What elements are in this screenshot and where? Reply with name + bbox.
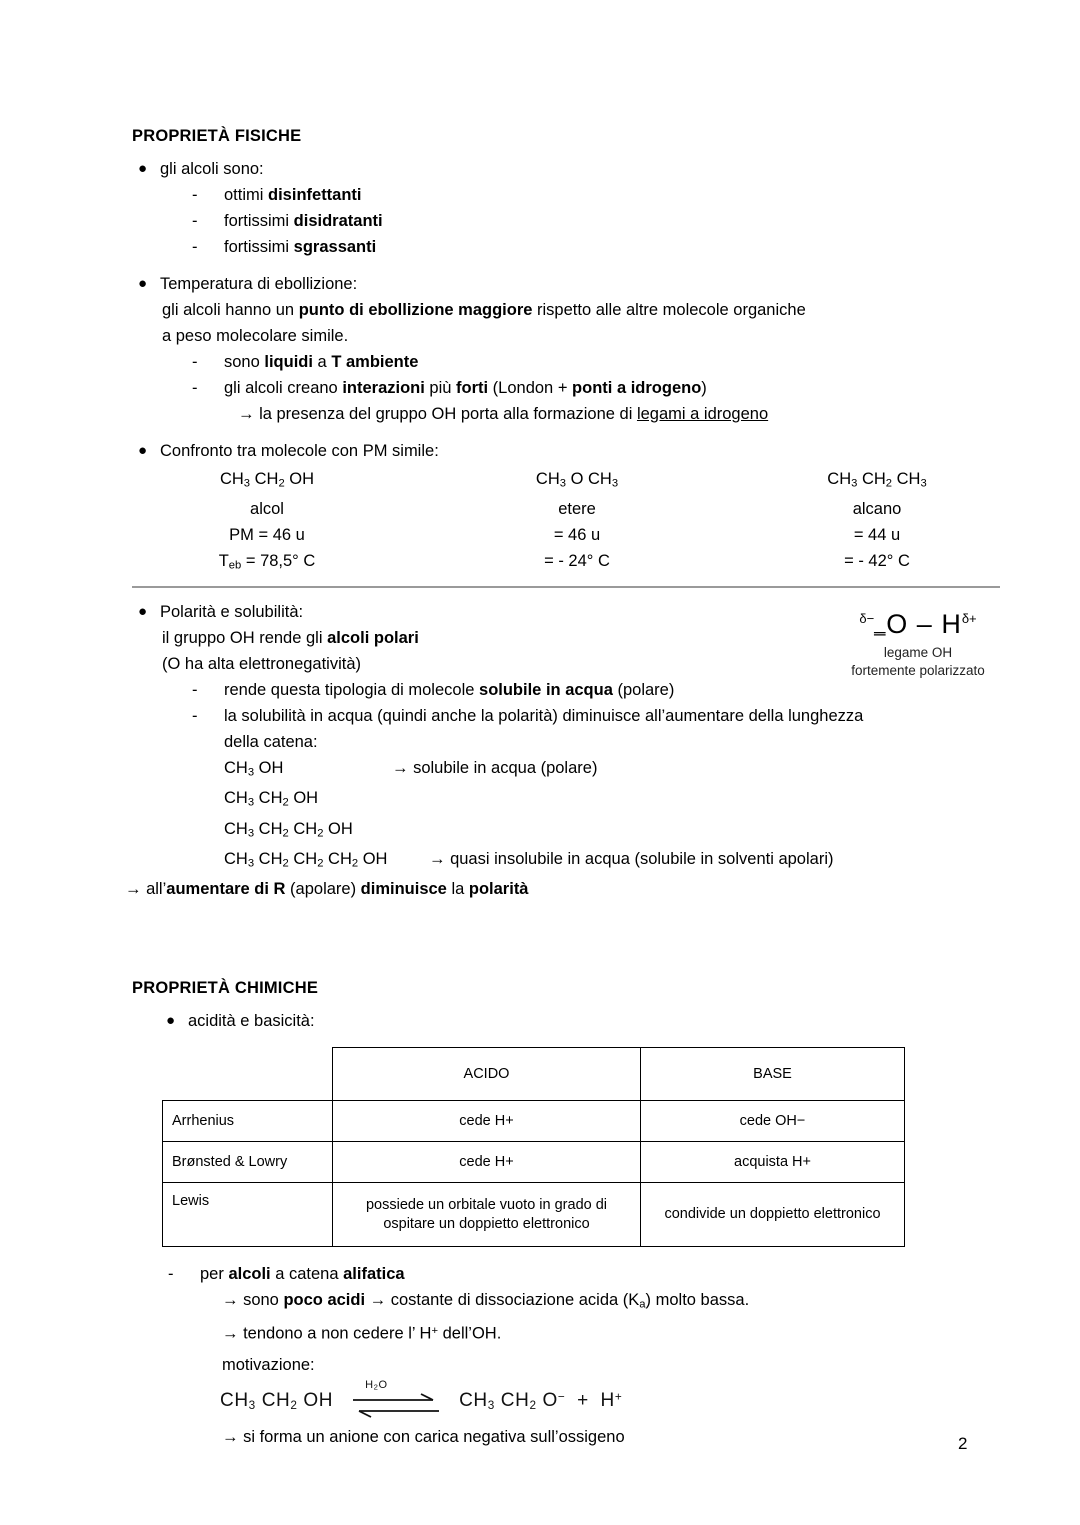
bullet-dot-icon: ●: [138, 159, 148, 177]
table-row: [163, 1142, 905, 1183]
table-cell-acido: cede H+: [333, 1101, 641, 1142]
acid-base-table: [162, 1047, 905, 1247]
molecule-pm: PM = 46 u: [229, 526, 305, 545]
molecule-formula: $CH_3$ $CH_2$ OH: [219, 469, 315, 490]
table-cell-base: cede OH−: [641, 1101, 905, 1142]
equilibrium-arrow-svg: [349, 1393, 443, 1419]
reaction-equation: [220, 1379, 1002, 1418]
dash-icon: -: [168, 1265, 174, 1284]
molecule-formula: $CH_3$ $CH_2$ $CH_3$: [827, 469, 927, 490]
bullet-dot-icon: ●: [166, 1012, 176, 1030]
paragraph-punto-ebollizione: gli alcoli hanno un punto di ebollizione maggiore rispetto alle altre molecole organiche: [162, 300, 806, 319]
comparison-column-alcano: [762, 466, 992, 574]
list-item-text: per alcoli a catena alifatica: [200, 1265, 405, 1284]
document-content: [125, 126, 1002, 1450]
list-item-alcoli-alifatica: [168, 1261, 1002, 1287]
table-row: [163, 1101, 905, 1142]
list-item-text: rende questa tipologia di molecole solubile in acqua (polare): [224, 680, 675, 699]
chain-row: [224, 785, 1002, 815]
chain-row: [224, 846, 1002, 876]
table-row-label: Lewis: [163, 1183, 333, 1247]
list-item-text: fortissimi disidratanti: [224, 211, 383, 230]
table-cell-acido: cede H+: [333, 1142, 641, 1183]
bullet-label: acidità e basicità:: [188, 1012, 315, 1031]
chain-formula: $CH_3$ $CH_2$ OH: [224, 789, 319, 809]
oh-bond-formula: [818, 603, 1018, 643]
molecule-class: alcol: [250, 500, 284, 519]
bullet-confronto-molecole: [132, 438, 1002, 464]
sublist-alcoli-proprieta: [192, 182, 1002, 260]
paragraph-peso-molecolare: a peso molecolare simile.: [162, 326, 349, 345]
table-header-acido: ACIDO: [333, 1048, 641, 1101]
table-cell-acido: possiede un orbitale vuoto in grado di ospitare un doppietto elettronico: [333, 1183, 641, 1247]
dash-icon: -: [192, 237, 198, 256]
bullet-label: gli alcoli sono:: [160, 159, 264, 178]
arrow-non-cedere-h: → tendono a non cedere l’ H+ dell’OH.: [222, 1324, 502, 1343]
reaction-condition-label: $H_2O$: [365, 1379, 388, 1392]
bond-line-icon: –: [916, 609, 933, 639]
oh-bond-figure: [818, 603, 1018, 679]
motivazione-label: motivazione:: [222, 1356, 315, 1375]
arrow-poco-acidi: → sono poco acidi → costante di dissociazione acida $(K_a)$ molto bassa.: [222, 1291, 750, 1311]
comparison-column-etere: [472, 466, 682, 574]
list-item-text: ottimi disinfettanti: [224, 185, 362, 204]
molecule-teb: $T_{eb} = 78,5^\circ$ C: [218, 552, 316, 572]
list-item-line-1: la solubilità in acqua (quindi anche la polarità) diminuisce all’aumentare della lunghezza: [224, 706, 864, 725]
comparison-column-alcol: [162, 466, 372, 579]
paragraph-elettronegativita: (O ha alta elettronegatività): [162, 654, 362, 673]
list-item: [192, 677, 1002, 703]
bullet-acidita-basicita: [160, 1008, 1002, 1034]
list-item-text: sono liquidi a T ambiente: [224, 352, 419, 371]
molecule-pm: = 46 u: [553, 526, 601, 545]
dash-icon: -: [192, 352, 198, 371]
lone-pair-icon: ‗: [874, 614, 887, 636]
molecule-formula: $CH_3$ O $CH_3$: [535, 469, 619, 490]
chain-formula: $CH_3$ $CH_2$ $CH_2$ $CH_2$ OH: [224, 849, 388, 870]
section-title-proprieta-chimiche: PROPRIETÀ CHIMICHE: [132, 979, 319, 998]
molecule-class: etere: [558, 500, 596, 519]
chain-formula: $CH_3$ $CH_2$ $CH_2$ OH: [224, 819, 353, 839]
table-header-row: [163, 1048, 905, 1101]
table-cell-base: condivide un doppietto elettronico: [641, 1183, 905, 1247]
list-item: [192, 208, 1002, 234]
bullet-label: Temperatura di ebollizione:: [160, 274, 358, 293]
oh-caption-line-2: fortemente polarizzato: [851, 663, 985, 678]
list-item-text: [224, 703, 1002, 755]
list-item: [192, 375, 1002, 401]
dash-icon: -: [192, 378, 198, 397]
molecule-pm: = 44 u: [853, 526, 901, 545]
delta-minus-label: δ−: [859, 611, 875, 626]
oxygen-atom-label: O: [886, 609, 909, 639]
chain-row: [224, 816, 1002, 846]
dash-icon: -: [192, 706, 198, 725]
molecule-comparison-grid: [162, 466, 1002, 578]
molecule-class: alcano: [852, 500, 902, 519]
table-row-label: Arrhenius: [163, 1101, 333, 1142]
delta-plus-label: δ+: [961, 611, 977, 626]
table-row: [163, 1183, 905, 1247]
table-corner-cell: [163, 1048, 333, 1101]
bullet-label: Confronto tra molecole con PM simile:: [160, 441, 439, 460]
reaction-reactant: $CH_3$ $CH_2$ OH: [220, 1390, 334, 1413]
dash-icon: -: [192, 185, 198, 204]
bullet-gli-alcoli-sono: [132, 156, 1002, 182]
list-item-line-2: della catena:: [224, 732, 318, 751]
chain-row: [224, 755, 1002, 785]
paragraph-alcoli-polari: il gruppo OH rende gli alcoli polari: [162, 628, 419, 647]
sub-arrow-legami-idrogeno: → la presenza del gruppo OH porta alla formazione di legami a idrogeno: [238, 404, 769, 423]
table-cell-base: acquista H+: [641, 1142, 905, 1183]
reaction-result: → si forma un anione con carica negativa sull’ossigeno: [222, 1428, 625, 1447]
oh-caption-line-1: legame OH: [883, 645, 953, 660]
bullet-temperatura-ebollizione: [132, 271, 1002, 297]
list-item: [192, 349, 1002, 375]
horizontal-divider: [132, 586, 1000, 588]
reaction-product: $CH_3$ $CH_2$ O− + H+: [459, 1390, 623, 1413]
table-header-base: BASE: [641, 1048, 905, 1101]
chain-length-list: [224, 755, 1002, 877]
list-item: [192, 234, 1002, 260]
dash-icon: -: [192, 211, 198, 230]
sublist-solubilita: [192, 677, 1002, 877]
hydrogen-atom-label: H: [941, 609, 962, 639]
page-number: 2: [958, 1434, 968, 1453]
acid-base-table-wrapper: [162, 1047, 1002, 1247]
bullet-label: Polarità e solubilità:: [160, 602, 304, 621]
bullet-dot-icon: ●: [138, 441, 148, 459]
molecule-teb: = - 42° C: [844, 552, 910, 571]
sublist-ebollizione: [192, 349, 1002, 427]
list-item-text: gli alcoli creano interazioni più forti (London + ponti a idrogeno): [224, 378, 707, 397]
list-item: [192, 182, 1002, 208]
list-item-text: fortissimi sgrassanti: [224, 237, 377, 256]
equilibrium-arrow-icon: [349, 1379, 443, 1418]
alifatica-details: [222, 1287, 1002, 1378]
chain-formula: $CH_3$ OH: [224, 758, 284, 779]
dash-icon: -: [192, 680, 198, 699]
bullet-dot-icon: ●: [138, 274, 148, 292]
conclusion-polarita: → all’aumentare di R (apolare) diminuisce la polarità: [125, 880, 529, 899]
section-title-proprieta-fisiche: PROPRIETÀ FISICHE: [132, 127, 302, 145]
table-row-label: Brønsted & Lowry: [163, 1142, 333, 1183]
bullet-dot-icon: ●: [138, 602, 148, 620]
chain-note: → quasi insolubile in acqua (solubile in solventi apolari): [429, 849, 834, 868]
molecule-teb: = - 24° C: [544, 552, 610, 571]
chain-note: → solubile in acqua (polare): [392, 758, 598, 777]
list-item: [192, 703, 1002, 755]
